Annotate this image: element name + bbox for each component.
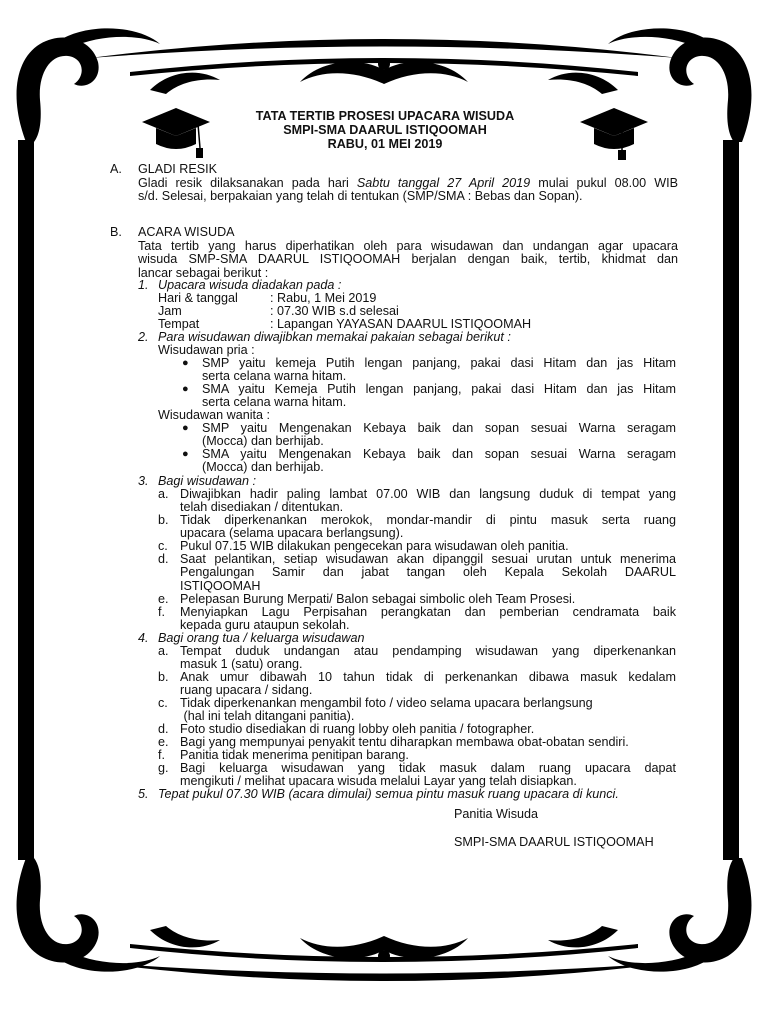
item-title: Bagi orang tua / keluarga wisudawan [158,631,365,645]
bullet-icon: ● [182,448,189,460]
event-date: RABU, 01 MEI 2019 [327,137,443,151]
bullet-icon: ● [182,357,189,369]
info-row: Jam : 07.30 WIB s.d selesai [158,304,399,318]
signature-school: SMPI-SMA DAARUL ISTIQOOMAH [454,835,654,849]
bullet-icon: ● [182,422,189,434]
section-heading: ACARA WISUDA [138,225,235,239]
section-a-text: Gladi resik dilaksanakan pada hari Sabtu tanggal 27 April 2019 mulai pukul 08.00 WIB s/d. Selesai, berpakaian yang telah di tentukan (SMP/SMA : Bebas dan Sopan). [138,176,679,204]
signature-committee: Panitia Wisuda [454,807,538,821]
school-name: SMPI-SMA DAARUL ISTIQOOMAH [283,123,487,137]
section-label: B. [110,225,122,239]
item-title: Tepat pukul 07.30 WIB (acara dimulai) semua pintu masuk ruang upacara di kunci. [158,787,619,801]
item-title: Upacara wisuda diadakan pada : [158,278,342,292]
info-row: Hari & tanggal : Rabu, 1 Mei 2019 [158,291,377,305]
section-heading: GLADI RESIK [138,162,218,176]
section-label: A. [110,162,122,176]
document-title: TATA TERTIB PROSESI UPACARA WISUDA [255,109,515,123]
item-title: Bagi wisudawan : [158,474,257,488]
info-row: Tempat : Lapangan YAYASAN DAARUL ISTIQOOMAH [158,317,532,331]
section-b-intro: Tata tertib yang harus diperhatikan oleh para wisudawan dan undangan agar upacara wisuda SMP-SMA DAARUL ISTIQOOMAH berjalan dengan baik, tertib, khidmat dan lancar sebagai berikut : [138,239,678,280]
bullet-icon: ● [182,383,189,395]
item-title: Para wisudawan diwajibkan memakai pakaian sebagai berikut : [158,330,511,344]
